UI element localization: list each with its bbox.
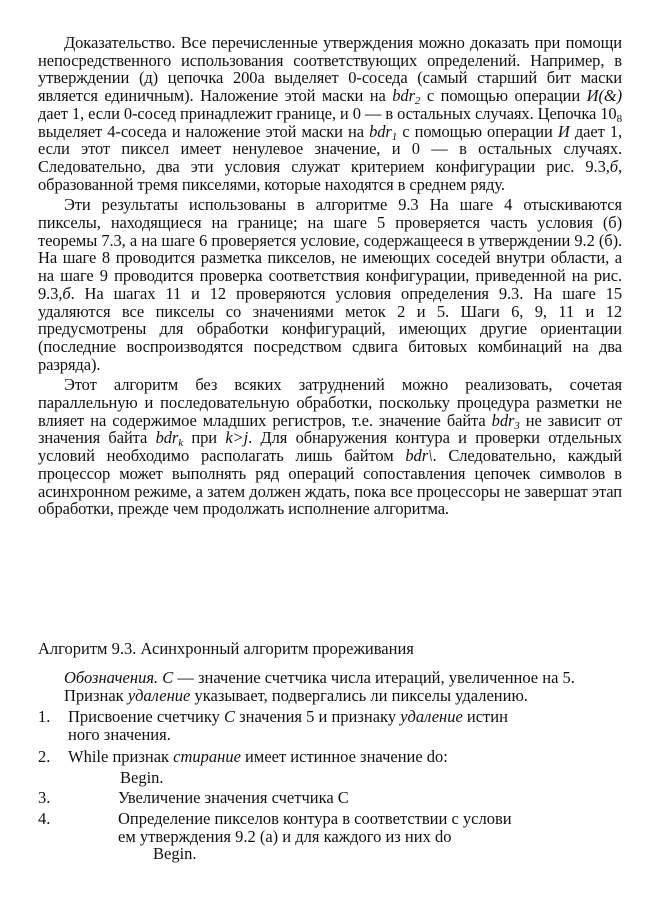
text-run: с помощью операции <box>397 121 558 141</box>
step-number: 1. <box>38 707 51 727</box>
algorithm-notation <box>64 669 622 704</box>
paragraph-results <box>38 196 622 373</box>
operation-and: И(&) <box>586 86 622 106</box>
flag-name: удаление <box>127 685 191 705</box>
text-run: Эти результаты использованы в алгоритме 9.3 На шаге 4 отыскиваются пикселы, находящиеся на границе; на шаге 5 проверяется часть условия (б) теоремы 7.3, а на шаге 6 проверяется условие, содержащееся в утверждении 9.2 (б). На шаге 8 проводится разметка пикселов, не имеющих соседей внутри области, а на шаге 9 проводится проверка соответствия конфигурации, приведенной на рис. 9.3, <box>38 195 622 303</box>
text-run: While признак <box>68 746 174 766</box>
text-run: Присвоение счетчику <box>68 707 224 727</box>
subscript: 8 <box>616 112 622 125</box>
formula-bdr: bdr <box>491 410 515 430</box>
variable-c: C <box>162 668 174 687</box>
text-run: дает 1, если 0-сосед принадлежит границе, и 0 — в остальных случаях. Цепочка 10 <box>38 103 617 123</box>
text-run: ем утверждения 9.2 (а) и для каждого из них do <box>118 826 452 846</box>
text-run: имеет истинное значение do: <box>240 746 448 766</box>
notation-label: Обозначения. <box>64 668 159 687</box>
text-run: с помощью операции <box>420 86 587 106</box>
formula-bdr: bdr <box>369 121 392 141</box>
text-run: истин <box>462 707 508 727</box>
text-run: указывает, подвергались ли пикселы удалению. <box>190 685 528 705</box>
variable-c: C <box>224 707 236 727</box>
begin-keyword: Begin. <box>153 844 197 864</box>
algorithm-title: Алгоритм 9.3. Асинхронный алгоритм прореживания <box>38 639 414 658</box>
paragraph-proof <box>38 34 622 193</box>
subscript: 3 <box>514 419 520 432</box>
formula-bdr: bdr <box>392 86 415 106</box>
operation-and: И <box>557 121 570 141</box>
text-run: . Следовательно, каждый процессор может выполнять ряд операций сопоставления цепочек символов в асинхронном режиме, а затем должен ждать, пока все процессоры не завершат этап обработки, прежде чем продолжать исполнение алгоритма. <box>38 446 622 519</box>
flag-name: стирание <box>173 746 241 766</box>
text-run: . На шагах 11 и 12 проверяются условия определения 9.3. На шаге 15 удаляются все пикселы со значениями меток 2 и 5. Шаги 6, 9, 11 и 12 предусмотрены для обработки конфигураций, имеющих другие ориентации (последние воспроизводятся посредством сдвига битовых комбинаций на два разряда). <box>38 283 622 374</box>
text-run: , образованной тремя пикселями, которые находятся в среднем ряду. <box>38 156 622 194</box>
text-run: не зависит от значения байта <box>38 410 623 448</box>
formula-bdr: bdr <box>155 428 179 448</box>
step-number: 4. <box>38 808 51 828</box>
algorithm-step-4 <box>38 810 622 845</box>
text-run: выделяет 4-соседа и наложение этой маски на <box>38 121 370 141</box>
text-run: при <box>183 428 226 448</box>
text-run: Увеличение значения счетчика C <box>118 788 349 808</box>
step-number: 3. <box>38 788 51 808</box>
text-run: значения 5 и признаку <box>235 707 401 727</box>
step-number: 2. <box>38 746 51 766</box>
formula-bdr: bdr\ <box>405 446 433 466</box>
text-run: Доказательство. Все перечисленные утверждения можно доказать при помощи непосредственного использования соответствующих определений. Например, в утверждении (д) цепочка 200a выделяет 0-соседа (самый старший бит маски является единичным). Наложение этой маски на <box>38 33 622 106</box>
algorithm-step-1 <box>38 708 622 743</box>
text-run: дает 1, если этот пиксел имеет ненулевое значение, и 0 — в остальных случаях. Следовательно, два эти условия служат критерием конфигурации рис. 9.3, <box>38 121 622 176</box>
figure-ref: б <box>609 156 618 176</box>
algorithm-body <box>38 669 622 863</box>
begin-keyword: Begin. <box>120 767 164 787</box>
subscript: 1 <box>391 130 398 143</box>
paragraph-implementation <box>38 376 622 518</box>
text-run: ного значения. <box>68 725 171 745</box>
text-run: . Для обнаружения контура и проверки отдельных условий необходимо располагать лишь байтом <box>38 428 622 466</box>
algorithm-step-3 <box>38 789 622 807</box>
formula-condition: k>j <box>225 428 249 448</box>
flag-name: удаление <box>400 707 463 727</box>
subscript: 2 <box>414 95 421 108</box>
subscript: k <box>178 437 183 450</box>
text-run: — значение счетчика числа итераций, увеличенное на 5. Признак <box>64 668 575 705</box>
text-run: Определение пикселов контура в соответствии с услови <box>118 808 512 828</box>
algorithm-step-2 <box>38 748 622 766</box>
page-body <box>38 34 622 518</box>
figure-ref: б <box>62 283 71 303</box>
text-run: Этот алгоритм без всяких затруднений можно реализовать, сочетая параллельную и последовательную обработки, поскольку процедура разметки не влияет на содержимое младших регистров, т.е. значение байта <box>38 375 622 430</box>
